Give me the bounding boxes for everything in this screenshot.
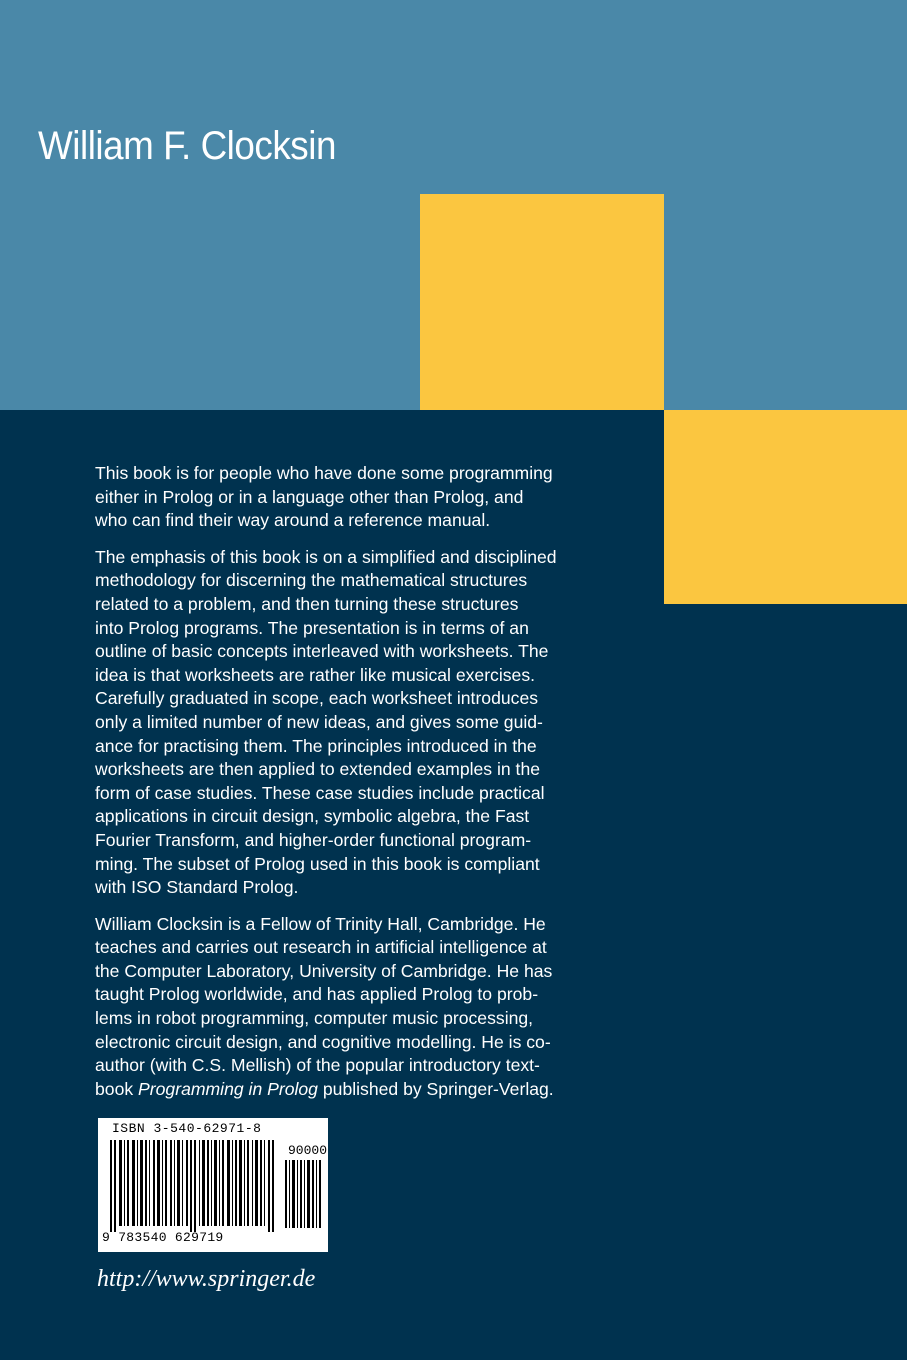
blurb-paragraph-content: [95, 546, 625, 900]
back-cover-blurb: [95, 462, 625, 1114]
text-line: teaches and carries out research in artificial intelligence at: [95, 937, 547, 958]
book-title: Programming in Prolog: [138, 1078, 318, 1099]
author-name: William F. Clocksin: [38, 124, 336, 168]
text-line: This book is for people who have done some programming: [95, 463, 553, 483]
price-code: 90000: [288, 1143, 328, 1158]
text-line: form of case studies. These case studies include practical: [95, 782, 545, 803]
text-line: either in Prolog or in a language other than Prolog, and: [95, 486, 524, 507]
addon-barcode-bars: [285, 1160, 323, 1228]
text-line: applications in circuit design, symbolic algebra, the Fast: [95, 806, 530, 827]
text-line: who can find their way around a reference manual.: [95, 510, 491, 531]
text-line-with-title: [95, 1078, 625, 1102]
text-line: ance for practising them. The principles introduced in the: [95, 735, 537, 756]
blurb-paragraph-author-bio: [95, 913, 625, 1102]
text-line: worksheets are then applied to extended examples in the: [95, 759, 541, 780]
text-line: methodology for discerning the mathematical structures: [95, 570, 528, 591]
text-line: electronic circuit design, and cognitive modelling. He is co-: [95, 1031, 551, 1052]
text-line: taught Prolog worldwide, and has applied Prolog to prob-: [95, 984, 539, 1005]
text-line: the Computer Laboratory, University of Cambridge. He has: [95, 960, 553, 981]
text-line: author (with C.S. Mellish) of the popular introductory text-: [95, 1055, 540, 1076]
isbn-barcode: [98, 1118, 328, 1252]
accent-square-upper: [420, 194, 664, 410]
ean-number: 9 783540 629719: [102, 1230, 224, 1245]
isbn-number: ISBN 3-540-62971-8: [112, 1121, 262, 1136]
text-fragment: published by Springer-Verlag.: [317, 1078, 554, 1099]
text-line: idea is that worksheets are rather like musical exercises.: [95, 664, 536, 685]
accent-square-lower: [664, 410, 907, 604]
text-line: into Prolog programs. The presentation is in terms of an: [95, 617, 529, 638]
publisher-url[interactable]: http://www.springer.de: [97, 1266, 316, 1292]
text-line: The emphasis of this book is on a simplified and disciplined: [95, 546, 557, 567]
text-line: ming. The subset of Prolog used in this book is compliant: [95, 853, 540, 874]
text-line: with ISO Standard Prolog.: [95, 877, 299, 898]
ean-barcode-bars: [110, 1140, 280, 1232]
text-fragment: book: [95, 1078, 139, 1099]
text-line: related to a problem, and then turning these structures: [95, 593, 519, 614]
text-line: William Clocksin is a Fellow of Trinity Hall, Cambridge. He: [95, 913, 546, 934]
text-line: lems in robot programming, computer music processing,: [95, 1008, 534, 1029]
blurb-paragraph-audience: [95, 462, 625, 533]
text-line: Carefully graduated in scope, each worksheet introduces: [95, 688, 539, 709]
text-line: Fourier Transform, and higher-order functional program-: [95, 829, 532, 850]
text-line: only a limited number of new ideas, and gives some guid-: [95, 711, 543, 732]
text-line: outline of basic concepts interleaved with worksheets. The: [95, 641, 549, 662]
